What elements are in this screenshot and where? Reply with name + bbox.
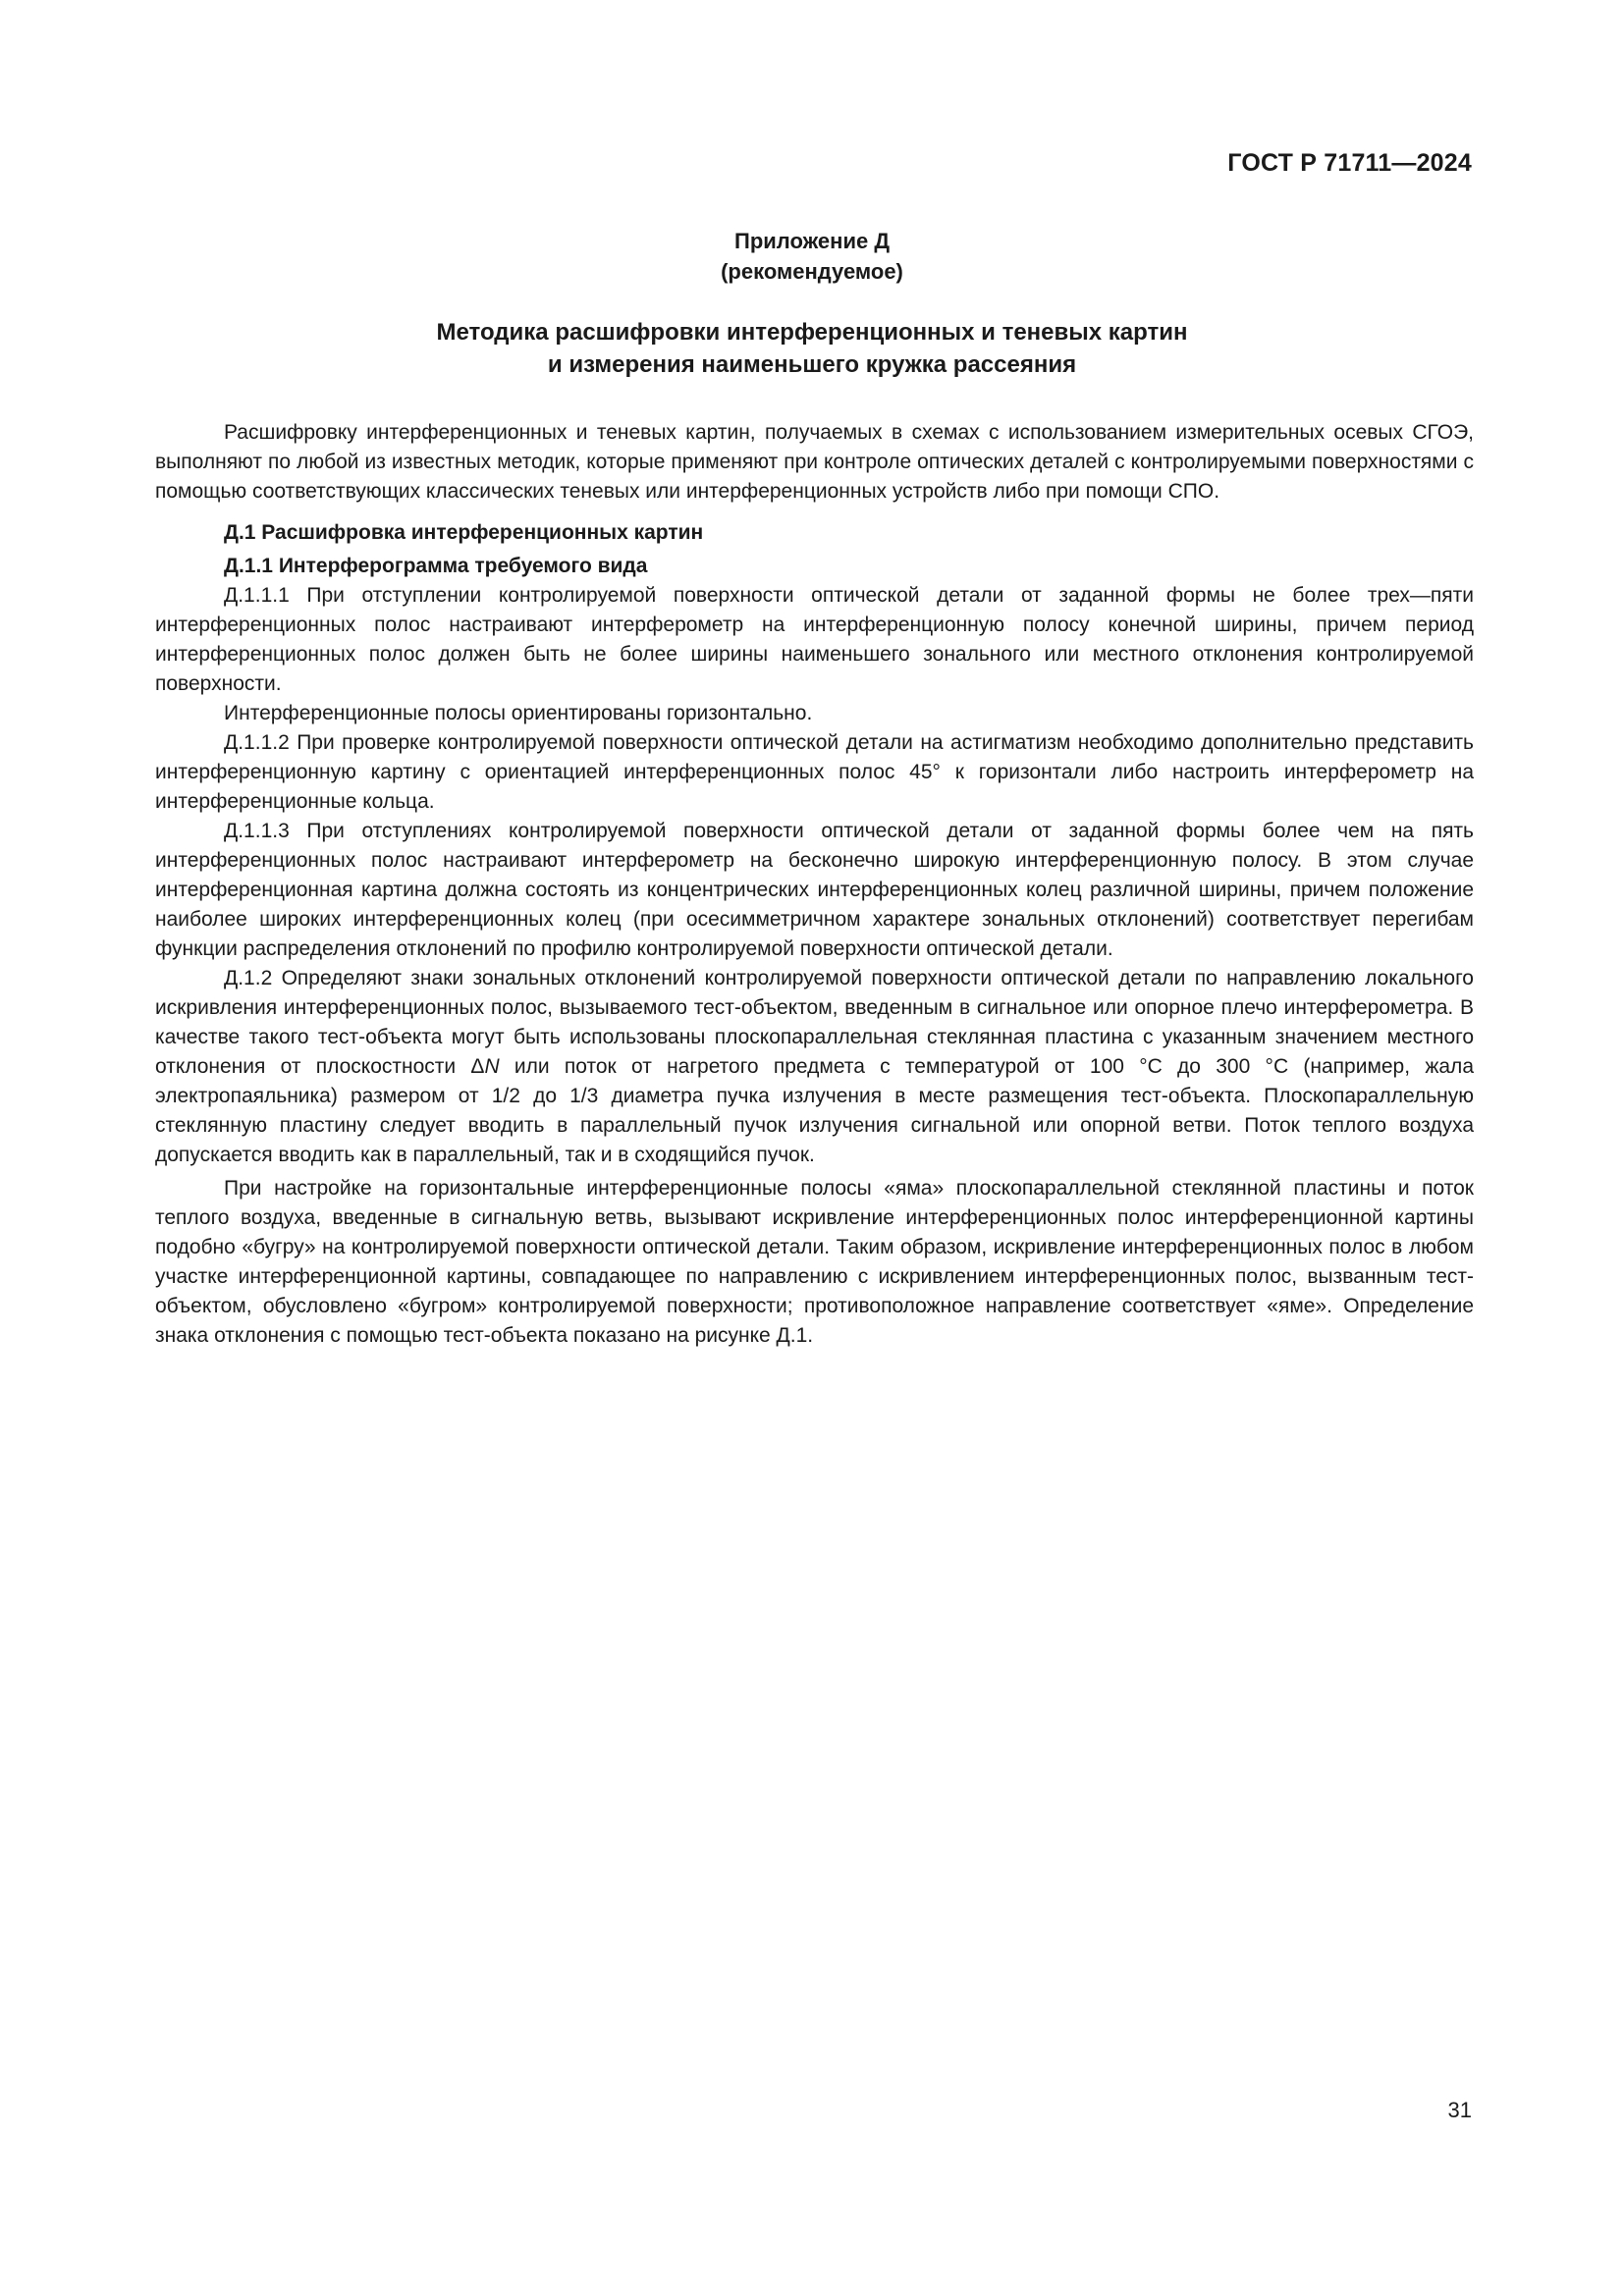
paragraph-orientation: Интерференционные полосы ориентированы горизонтально. [224,702,813,724]
document-number: ГОСТ Р 71711—2024 [1227,149,1472,177]
paragraph-d111: Д.1.1.1 При отступлении контролируемой поверхности оптической детали от заданной формы не более трех—пяти интерференционных полос настраивают интерферометр на интерференционную полосу конечной ширины, причем период интерференционных полос должен быть не более ширины наименьшего зонального или местного отклонения контролируемой поверхности. [155,584,1474,695]
annex-title [0,316,1624,381]
paragraph-d12 [155,964,1474,1170]
variable-n: N [484,1055,500,1078]
paragraph-d113: Д.1.1.3 При отступлениях контролируемой поверхности оптической детали от заданной формы более чем на пять интерференционных полос настраивают интерферометр на бесконечно широкую интерференционную полосу. В этом случае интерференционная картина должна состоять из концентрических интерференционных колец различной ширины, причем положение наиболее широких интерференционных колец (при осесимметричном характере зональных отклонений) соответствует перегибам функции распределения отклонений по профилю контролируемой поверхности оптической детали. [155,820,1474,960]
section-heading-d11: Д.1.1 Интерферограмма требуемого вида [224,555,648,577]
annex-title-line-2: и измерения наименьшего кружка рассеяния [547,351,1077,378]
paragraph-d12-part-1: Д.1.2 Определяют знаки зональных отклонений контролируемой поверхности оптической детали по направлению локального искривления интерференционных полос, вызываемого тест-объектом, введенным в сигнальное или опорное плечо интерферометра. В качестве такого тест-объекта могут быть использованы плоскопараллельная стеклянная пластина с указанным значением местного отклонения от плоскостности Δ [155,967,1474,1078]
paragraph-d112: Д.1.1.2 При проверке контролируемой поверхности оптической детали на астигматизм необходимо дополнительно представить интерференционную картину с ориентацией интерференционных полос 45° к горизонтали либо настроить интерферометр на интерференционные кольца. [155,731,1474,813]
annex-status: (рекомендуемое) [721,259,903,284]
annex-title-line-1: Методика расшифровки интерференционных и теневых картин [436,319,1188,346]
page-number: 31 [1447,2098,1472,2122]
annex-heading [0,226,1624,287]
paragraph-d12-part-2: или поток от нагретого предмета с температурой от 100 °С до 300 °С (например, жала электропаяльника) размером от 1/2 до 1/3 диаметра пучка излучения в месте размещения тест-объекта. Плоскопараллельную стеклянную пластину следует вводить в параллельный пучок излучения сигнальной или опорной ветви. Поток теплого воздуха допускается вводить как в параллельный, так и в сходящийся пучок. [155,1055,1474,1166]
intro-paragraph: Расшифровку интерференционных и теневых картин, получаемых в схемах с использованием измерительных осевых СГОЭ, выполняют по любой из известных методик, которые применяют при контроле оптических деталей с контролируемыми поверхностями с помощью соответствующих классических теневых или интерференционных устройств либо при помощи СПО. [155,421,1474,503]
annex-label: Приложение Д [734,229,890,253]
paragraph-final: При настройке на горизонтальные интерференционные полосы «яма» плоскопараллельной стеклянной пластины и поток теплого воздуха, введенные в сигнальную ветвь, вызывают искривление интерференционных полос интерференционной картины подобно «бугру» на контролируемой поверхности оптической детали. Таким образом, искривление интерференционных полос в любом участке интерференционной картины, совпадающее по направлению с искривлением интерференционных полос, вызванным тест-объектом, обусловлено «бугром» контролируемой поверхности; противоположное направление соответствует «яме». Определение знака отклонения с помощью тест-объекта показано на рисунке Д.1. [155,1177,1474,1347]
document-body [155,418,1474,1351]
section-heading-d1: Д.1 Расшифровка интерференционных картин [224,521,704,544]
